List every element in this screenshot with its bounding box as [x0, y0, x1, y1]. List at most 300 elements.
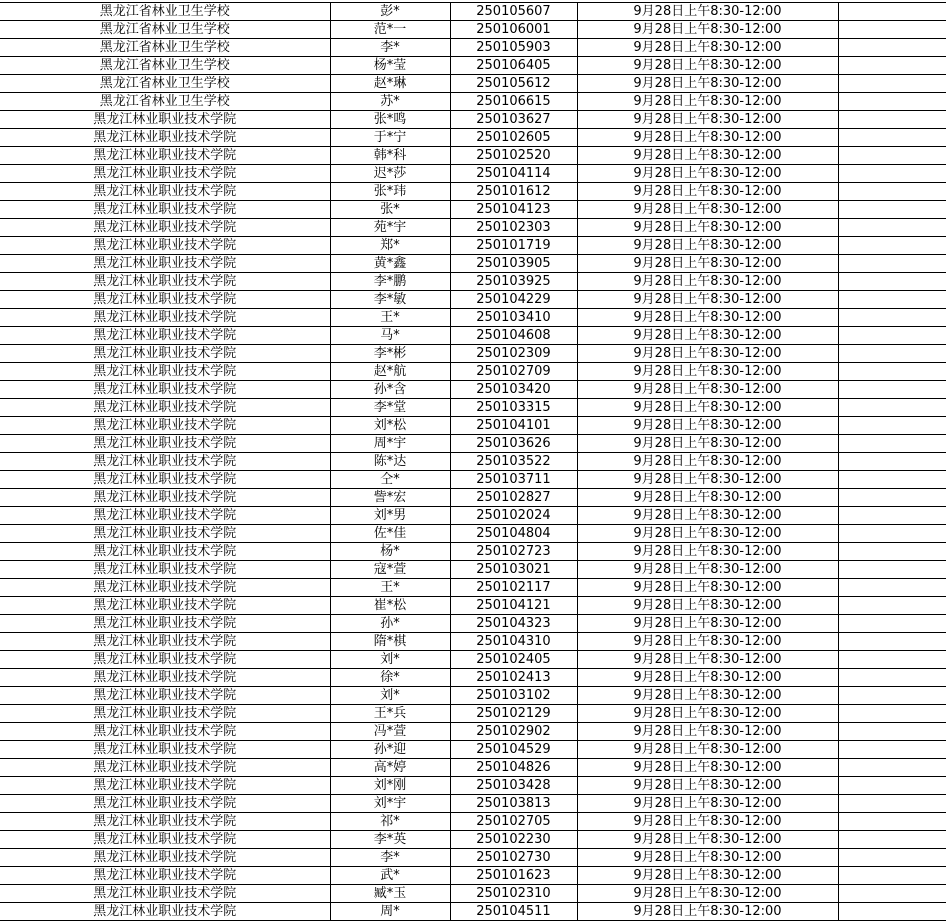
exam-time-cell[interactable]: 9月28日上午8:30-12:00 — [577, 687, 838, 705]
exam-time-cell[interactable]: 9月28日上午8:30-12:00 — [577, 363, 838, 381]
name-cell[interactable]: 李*敏 — [330, 291, 450, 309]
table-row — [0, 111, 946, 129]
empty-cell[interactable] — [838, 777, 946, 795]
empty-cell[interactable] — [838, 561, 946, 579]
table-row — [0, 561, 946, 579]
table-row — [0, 183, 946, 201]
name-cell[interactable]: 黄*鑫 — [330, 255, 450, 273]
exam-id-cell[interactable]: 250104310 — [450, 633, 577, 651]
name-cell[interactable]: 李*彬 — [330, 345, 450, 363]
table-row — [0, 633, 946, 651]
exam-id-cell[interactable]: 250101612 — [450, 183, 577, 201]
empty-cell[interactable] — [838, 201, 946, 219]
school-cell[interactable]: 黑龙江林业职业技术学院 — [0, 813, 330, 831]
empty-cell[interactable] — [838, 903, 946, 921]
table-row — [0, 885, 946, 903]
school-cell[interactable]: 黑龙江林业职业技术学院 — [0, 705, 330, 723]
exam-id-cell[interactable]: 250104608 — [450, 327, 577, 345]
name-cell[interactable]: 王* — [330, 309, 450, 327]
school-cell[interactable]: 黑龙江林业职业技术学院 — [0, 741, 330, 759]
table-row — [0, 75, 946, 93]
exam-time-cell[interactable]: 9月28日上午8:30-12:00 — [577, 291, 838, 309]
empty-cell[interactable] — [838, 129, 946, 147]
exam-time-cell[interactable]: 9月28日上午8:30-12:00 — [577, 525, 838, 543]
table-row — [0, 417, 946, 435]
table-row — [0, 507, 946, 525]
exam-time-cell[interactable]: 9月28日上午8:30-12:00 — [577, 345, 838, 363]
name-cell[interactable]: 苏* — [330, 93, 450, 111]
table-row — [0, 903, 946, 921]
exam-id-cell[interactable]: 250103627 — [450, 111, 577, 129]
name-cell[interactable]: 韩*科 — [330, 147, 450, 165]
table-row — [0, 309, 946, 327]
exam-time-cell[interactable]: 9月28日上午8:30-12:00 — [577, 129, 838, 147]
school-cell[interactable]: 黑龙江林业职业技术学院 — [0, 885, 330, 903]
school-cell[interactable]: 黑龙江省林业卫生学校 — [0, 21, 330, 39]
exam-time-cell[interactable]: 9月28日上午8:30-12:00 — [577, 669, 838, 687]
empty-cell[interactable] — [838, 255, 946, 273]
name-cell[interactable]: 周*宇 — [330, 435, 450, 453]
exam-id-cell[interactable]: 250102230 — [450, 831, 577, 849]
empty-cell[interactable] — [838, 651, 946, 669]
empty-cell[interactable] — [838, 471, 946, 489]
table-row — [0, 21, 946, 39]
exam-id-cell[interactable]: 250103813 — [450, 795, 577, 813]
name-cell[interactable]: 隋*棋 — [330, 633, 450, 651]
school-cell[interactable]: 黑龙江林业职业技术学院 — [0, 291, 330, 309]
empty-cell[interactable] — [838, 57, 946, 75]
school-cell[interactable]: 黑龙江林业职业技术学院 — [0, 489, 330, 507]
table-row — [0, 525, 946, 543]
empty-cell[interactable] — [838, 21, 946, 39]
table-row — [0, 381, 946, 399]
school-cell[interactable]: 黑龙江林业职业技术学院 — [0, 795, 330, 813]
exam-schedule-table — [0, 2, 946, 921]
table-row — [0, 651, 946, 669]
exam-time-cell[interactable]: 9月28日上午8:30-12:00 — [577, 147, 838, 165]
empty-cell[interactable] — [838, 309, 946, 327]
exam-id-cell[interactable]: 250102723 — [450, 543, 577, 561]
exam-time-cell[interactable]: 9月28日上午8:30-12:00 — [577, 399, 838, 417]
empty-cell[interactable] — [838, 237, 946, 255]
exam-id-cell[interactable]: 250105903 — [450, 39, 577, 57]
empty-cell[interactable] — [838, 399, 946, 417]
table-row — [0, 345, 946, 363]
empty-cell[interactable] — [838, 597, 946, 615]
name-cell[interactable]: 訾*宏 — [330, 489, 450, 507]
exam-id-cell[interactable]: 250102705 — [450, 813, 577, 831]
exam-id-cell[interactable]: 250104323 — [450, 615, 577, 633]
school-cell[interactable]: 黑龙江省林业卫生学校 — [0, 39, 330, 57]
school-cell[interactable]: 黑龙江林业职业技术学院 — [0, 597, 330, 615]
exam-id-cell[interactable]: 250104114 — [450, 165, 577, 183]
name-cell[interactable]: 周* — [330, 903, 450, 921]
exam-id-cell[interactable]: 250102902 — [450, 723, 577, 741]
exam-id-cell[interactable]: 250103711 — [450, 471, 577, 489]
school-cell[interactable]: 黑龙江林业职业技术学院 — [0, 651, 330, 669]
exam-id-cell[interactable]: 250102827 — [450, 489, 577, 507]
school-cell[interactable]: 黑龙江林业职业技术学院 — [0, 417, 330, 435]
table-row — [0, 273, 946, 291]
exam-id-cell[interactable]: 250104826 — [450, 759, 577, 777]
exam-time-cell[interactable]: 9月28日上午8:30-12:00 — [577, 633, 838, 651]
table-row — [0, 471, 946, 489]
school-cell[interactable]: 黑龙江省林业卫生学校 — [0, 93, 330, 111]
name-cell[interactable]: 王*兵 — [330, 705, 450, 723]
name-cell[interactable]: 李* — [330, 849, 450, 867]
school-cell[interactable]: 黑龙江林业职业技术学院 — [0, 129, 330, 147]
exam-time-cell[interactable]: 9月28日上午8:30-12:00 — [577, 741, 838, 759]
empty-cell[interactable] — [838, 219, 946, 237]
exam-time-cell[interactable]: 9月28日上午8:30-12:00 — [577, 849, 838, 867]
exam-id-cell[interactable]: 250103428 — [450, 777, 577, 795]
exam-time-cell[interactable]: 9月28日上午8:30-12:00 — [577, 651, 838, 669]
school-cell[interactable]: 黑龙江林业职业技术学院 — [0, 381, 330, 399]
empty-cell[interactable] — [838, 147, 946, 165]
table-row — [0, 543, 946, 561]
exam-id-cell[interactable]: 250103410 — [450, 309, 577, 327]
exam-id-cell[interactable]: 250106001 — [450, 21, 577, 39]
name-cell[interactable]: 李*英 — [330, 831, 450, 849]
empty-cell[interactable] — [838, 39, 946, 57]
empty-cell[interactable] — [838, 291, 946, 309]
name-cell[interactable]: 孙*含 — [330, 381, 450, 399]
exam-time-cell[interactable]: 9月28日上午8:30-12:00 — [577, 435, 838, 453]
name-cell[interactable]: 赵*琳 — [330, 75, 450, 93]
name-cell[interactable]: 杨* — [330, 543, 450, 561]
exam-time-cell[interactable]: 9月28日上午8:30-12:00 — [577, 831, 838, 849]
school-cell[interactable]: 黑龙江林业职业技术学院 — [0, 327, 330, 345]
exam-time-cell[interactable]: 9月28日上午8:30-12:00 — [577, 453, 838, 471]
empty-cell[interactable] — [838, 381, 946, 399]
table-row — [0, 759, 946, 777]
exam-time-cell[interactable]: 9月28日上午8:30-12:00 — [577, 579, 838, 597]
school-cell[interactable]: 黑龙江林业职业技术学院 — [0, 399, 330, 417]
table-row — [0, 93, 946, 111]
empty-cell[interactable] — [838, 669, 946, 687]
empty-cell[interactable] — [838, 345, 946, 363]
school-cell[interactable]: 黑龙江林业职业技术学院 — [0, 147, 330, 165]
empty-cell[interactable] — [838, 705, 946, 723]
name-cell[interactable]: 刘* — [330, 687, 450, 705]
exam-time-cell[interactable]: 9月28日上午8:30-12:00 — [577, 201, 838, 219]
exam-time-cell[interactable]: 9月28日上午8:30-12:00 — [577, 237, 838, 255]
name-cell[interactable]: 张* — [330, 201, 450, 219]
exam-time-cell[interactable]: 9月28日上午8:30-12:00 — [577, 381, 838, 399]
exam-time-cell[interactable]: 9月28日上午8:30-12:00 — [577, 507, 838, 525]
exam-time-cell[interactable]: 9月28日上午8:30-12:00 — [577, 327, 838, 345]
exam-id-cell[interactable]: 250102024 — [450, 507, 577, 525]
name-cell[interactable]: 武* — [330, 867, 450, 885]
school-cell[interactable]: 黑龙江林业职业技术学院 — [0, 903, 330, 921]
school-cell[interactable]: 黑龙江林业职业技术学院 — [0, 201, 330, 219]
name-cell[interactable]: 郑* — [330, 237, 450, 255]
empty-cell[interactable] — [838, 849, 946, 867]
empty-cell[interactable] — [838, 867, 946, 885]
name-cell[interactable]: 马* — [330, 327, 450, 345]
exam-id-cell[interactable]: 250102310 — [450, 885, 577, 903]
exam-time-cell[interactable]: 9月28日上午8:30-12:00 — [577, 885, 838, 903]
empty-cell[interactable] — [838, 723, 946, 741]
table-row — [0, 597, 946, 615]
name-cell[interactable]: 孙* — [330, 615, 450, 633]
name-cell[interactable]: 杨*莹 — [330, 57, 450, 75]
exam-time-cell[interactable]: 9月28日上午8:30-12:00 — [577, 759, 838, 777]
exam-time-cell[interactable]: 9月28日上午8:30-12:00 — [577, 75, 838, 93]
table-row — [0, 849, 946, 867]
name-cell[interactable]: 刘*刚 — [330, 777, 450, 795]
exam-id-cell[interactable]: 250104511 — [450, 903, 577, 921]
table-row — [0, 165, 946, 183]
name-cell[interactable]: 刘*松 — [330, 417, 450, 435]
school-cell[interactable]: 黑龙江林业职业技术学院 — [0, 471, 330, 489]
exam-id-cell[interactable]: 250104101 — [450, 417, 577, 435]
empty-cell[interactable] — [838, 3, 946, 21]
school-cell[interactable]: 黑龙江林业职业技术学院 — [0, 849, 330, 867]
spreadsheet — [0, 2, 946, 921]
exam-id-cell[interactable]: 250106405 — [450, 57, 577, 75]
exam-time-cell[interactable]: 9月28日上午8:30-12:00 — [577, 543, 838, 561]
school-cell[interactable]: 黑龙江林业职业技术学院 — [0, 309, 330, 327]
exam-id-cell[interactable]: 250102605 — [450, 129, 577, 147]
table-row — [0, 219, 946, 237]
school-cell[interactable]: 黑龙江林业职业技术学院 — [0, 543, 330, 561]
name-cell[interactable]: 李* — [330, 39, 450, 57]
table-row — [0, 741, 946, 759]
exam-time-cell[interactable]: 9月28日上午8:30-12:00 — [577, 219, 838, 237]
table-row — [0, 579, 946, 597]
table-row — [0, 39, 946, 57]
school-cell[interactable]: 黑龙江省林业卫生学校 — [0, 75, 330, 93]
empty-cell[interactable] — [838, 741, 946, 759]
exam-id-cell[interactable]: 250104229 — [450, 291, 577, 309]
exam-time-cell[interactable]: 9月28日上午8:30-12:00 — [577, 615, 838, 633]
name-cell[interactable]: 臧*玉 — [330, 885, 450, 903]
name-cell[interactable]: 迟*莎 — [330, 165, 450, 183]
school-cell[interactable]: 黑龙江林业职业技术学院 — [0, 687, 330, 705]
school-cell[interactable]: 黑龙江林业职业技术学院 — [0, 867, 330, 885]
school-cell[interactable]: 黑龙江林业职业技术学院 — [0, 507, 330, 525]
exam-id-cell[interactable]: 250102709 — [450, 363, 577, 381]
empty-cell[interactable] — [838, 327, 946, 345]
table-row — [0, 147, 946, 165]
school-cell[interactable]: 黑龙江林业职业技术学院 — [0, 561, 330, 579]
exam-time-cell[interactable]: 9月28日上午8:30-12:00 — [577, 57, 838, 75]
exam-time-cell[interactable]: 9月28日上午8:30-12:00 — [577, 93, 838, 111]
empty-cell[interactable] — [838, 885, 946, 903]
table-row — [0, 237, 946, 255]
name-cell[interactable]: 冯*萱 — [330, 723, 450, 741]
name-cell[interactable]: 祁* — [330, 813, 450, 831]
exam-id-cell[interactable]: 250105607 — [450, 3, 577, 21]
school-cell[interactable]: 黑龙江林业职业技术学院 — [0, 777, 330, 795]
school-cell[interactable]: 黑龙江林业职业技术学院 — [0, 219, 330, 237]
exam-time-cell[interactable]: 9月28日上午8:30-12:00 — [577, 471, 838, 489]
empty-cell[interactable] — [838, 453, 946, 471]
empty-cell[interactable] — [838, 687, 946, 705]
school-cell[interactable]: 黑龙江林业职业技术学院 — [0, 345, 330, 363]
exam-id-cell[interactable]: 250103021 — [450, 561, 577, 579]
name-cell[interactable]: 李*堂 — [330, 399, 450, 417]
school-cell[interactable]: 黑龙江林业职业技术学院 — [0, 525, 330, 543]
exam-id-cell[interactable]: 250106615 — [450, 93, 577, 111]
school-cell[interactable]: 黑龙江林业职业技术学院 — [0, 255, 330, 273]
name-cell[interactable]: 王* — [330, 579, 450, 597]
school-cell[interactable]: 黑龙江林业职业技术学院 — [0, 579, 330, 597]
exam-id-cell[interactable]: 250104529 — [450, 741, 577, 759]
empty-cell[interactable] — [838, 183, 946, 201]
empty-cell[interactable] — [838, 111, 946, 129]
table-row — [0, 291, 946, 309]
exam-time-cell[interactable]: 9月28日上午8:30-12:00 — [577, 561, 838, 579]
school-cell[interactable]: 黑龙江林业职业技术学院 — [0, 363, 330, 381]
empty-cell[interactable] — [838, 831, 946, 849]
empty-cell[interactable] — [838, 273, 946, 291]
exam-id-cell[interactable]: 250101623 — [450, 867, 577, 885]
empty-cell[interactable] — [838, 93, 946, 111]
empty-cell[interactable] — [838, 165, 946, 183]
exam-time-cell[interactable]: 9月28日上午8:30-12:00 — [577, 705, 838, 723]
exam-id-cell[interactable]: 250103925 — [450, 273, 577, 291]
school-cell[interactable]: 黑龙江林业职业技术学院 — [0, 183, 330, 201]
school-cell[interactable]: 黑龙江林业职业技术学院 — [0, 435, 330, 453]
exam-id-cell[interactable]: 250103522 — [450, 453, 577, 471]
exam-id-cell[interactable]: 250102413 — [450, 669, 577, 687]
exam-time-cell[interactable]: 9月28日上午8:30-12:00 — [577, 309, 838, 327]
name-cell[interactable]: 崔*松 — [330, 597, 450, 615]
empty-cell[interactable] — [838, 579, 946, 597]
exam-time-cell[interactable]: 9月28日上午8:30-12:00 — [577, 165, 838, 183]
exam-id-cell[interactable]: 250101719 — [450, 237, 577, 255]
school-cell[interactable]: 黑龙江林业职业技术学院 — [0, 615, 330, 633]
school-cell[interactable]: 黑龙江省林业卫生学校 — [0, 57, 330, 75]
name-cell[interactable]: 佐*佳 — [330, 525, 450, 543]
table-row — [0, 57, 946, 75]
empty-cell[interactable] — [838, 795, 946, 813]
exam-id-cell[interactable]: 250105612 — [450, 75, 577, 93]
exam-id-cell[interactable]: 250102405 — [450, 651, 577, 669]
school-cell[interactable]: 黑龙江省林业卫生学校 — [0, 3, 330, 21]
table-row — [0, 795, 946, 813]
empty-cell[interactable] — [838, 75, 946, 93]
exam-id-cell[interactable]: 250104123 — [450, 201, 577, 219]
name-cell[interactable]: 张*鸣 — [330, 111, 450, 129]
table-row — [0, 201, 946, 219]
exam-time-cell[interactable]: 9月28日上午8:30-12:00 — [577, 489, 838, 507]
exam-id-cell[interactable]: 250103905 — [450, 255, 577, 273]
name-cell[interactable]: 彭* — [330, 3, 450, 21]
table-row — [0, 831, 946, 849]
table-row — [0, 813, 946, 831]
table-row — [0, 327, 946, 345]
name-cell[interactable]: 范*一 — [330, 21, 450, 39]
exam-time-cell[interactable]: 9月28日上午8:30-12:00 — [577, 417, 838, 435]
exam-id-cell[interactable]: 250102730 — [450, 849, 577, 867]
exam-id-cell[interactable]: 250102309 — [450, 345, 577, 363]
exam-time-cell[interactable]: 9月28日上午8:30-12:00 — [577, 777, 838, 795]
school-cell[interactable]: 黑龙江林业职业技术学院 — [0, 237, 330, 255]
exam-time-cell[interactable]: 9月28日上午8:30-12:00 — [577, 3, 838, 21]
exam-time-cell[interactable]: 9月28日上午8:30-12:00 — [577, 21, 838, 39]
school-cell[interactable]: 黑龙江林业职业技术学院 — [0, 165, 330, 183]
exam-time-cell[interactable]: 9月28日上午8:30-12:00 — [577, 867, 838, 885]
empty-cell[interactable] — [838, 633, 946, 651]
exam-time-cell[interactable]: 9月28日上午8:30-12:00 — [577, 597, 838, 615]
exam-id-cell[interactable]: 250104804 — [450, 525, 577, 543]
name-cell[interactable]: 李*鹏 — [330, 273, 450, 291]
empty-cell[interactable] — [838, 759, 946, 777]
name-cell[interactable]: 寇*萱 — [330, 561, 450, 579]
school-cell[interactable]: 黑龙江林业职业技术学院 — [0, 273, 330, 291]
table-row — [0, 399, 946, 417]
name-cell[interactable]: 高*婷 — [330, 759, 450, 777]
school-cell[interactable]: 黑龙江林业职业技术学院 — [0, 759, 330, 777]
empty-cell[interactable] — [838, 435, 946, 453]
exam-time-cell[interactable]: 9月28日上午8:30-12:00 — [577, 723, 838, 741]
name-cell[interactable]: 于*宁 — [330, 129, 450, 147]
exam-time-cell[interactable]: 9月28日上午8:30-12:00 — [577, 903, 838, 921]
exam-id-cell[interactable]: 250102520 — [450, 147, 577, 165]
exam-id-cell[interactable]: 250104121 — [450, 597, 577, 615]
exam-id-cell[interactable]: 250103420 — [450, 381, 577, 399]
empty-cell[interactable] — [838, 543, 946, 561]
name-cell[interactable]: 陈*达 — [330, 453, 450, 471]
empty-cell[interactable] — [838, 507, 946, 525]
empty-cell[interactable] — [838, 813, 946, 831]
exam-time-cell[interactable]: 9月28日上午8:30-12:00 — [577, 111, 838, 129]
name-cell[interactable]: 刘*男 — [330, 507, 450, 525]
name-cell[interactable]: 赵*航 — [330, 363, 450, 381]
table-row — [0, 255, 946, 273]
school-cell[interactable]: 黑龙江林业职业技术学院 — [0, 633, 330, 651]
table-row — [0, 363, 946, 381]
table-row — [0, 615, 946, 633]
name-cell[interactable]: 张*玮 — [330, 183, 450, 201]
exam-id-cell[interactable]: 250102129 — [450, 705, 577, 723]
empty-cell[interactable] — [838, 615, 946, 633]
school-cell[interactable]: 黑龙江林业职业技术学院 — [0, 669, 330, 687]
exam-id-cell[interactable]: 250103315 — [450, 399, 577, 417]
name-cell[interactable]: 苑*宇 — [330, 219, 450, 237]
exam-time-cell[interactable]: 9月28日上午8:30-12:00 — [577, 255, 838, 273]
exam-time-cell[interactable]: 9月28日上午8:30-12:00 — [577, 273, 838, 291]
table-row — [0, 435, 946, 453]
exam-time-cell[interactable]: 9月28日上午8:30-12:00 — [577, 795, 838, 813]
empty-cell[interactable] — [838, 489, 946, 507]
name-cell[interactable]: 孙*迎 — [330, 741, 450, 759]
name-cell[interactable]: 刘*宇 — [330, 795, 450, 813]
table-row — [0, 867, 946, 885]
exam-id-cell[interactable]: 250103626 — [450, 435, 577, 453]
empty-cell[interactable] — [838, 417, 946, 435]
school-cell[interactable]: 黑龙江林业职业技术学院 — [0, 831, 330, 849]
school-cell[interactable]: 黑龙江林业职业技术学院 — [0, 723, 330, 741]
school-cell[interactable]: 黑龙江林业职业技术学院 — [0, 453, 330, 471]
name-cell[interactable]: 徐* — [330, 669, 450, 687]
exam-id-cell[interactable]: 250102303 — [450, 219, 577, 237]
exam-id-cell[interactable]: 250103102 — [450, 687, 577, 705]
name-cell[interactable]: 仝* — [330, 471, 450, 489]
school-cell[interactable]: 黑龙江林业职业技术学院 — [0, 111, 330, 129]
exam-time-cell[interactable]: 9月28日上午8:30-12:00 — [577, 39, 838, 57]
name-cell[interactable]: 刘* — [330, 651, 450, 669]
empty-cell[interactable] — [838, 363, 946, 381]
exam-id-cell[interactable]: 250102117 — [450, 579, 577, 597]
table-row — [0, 669, 946, 687]
exam-time-cell[interactable]: 9月28日上午8:30-12:00 — [577, 183, 838, 201]
empty-cell[interactable] — [838, 525, 946, 543]
exam-time-cell[interactable]: 9月28日上午8:30-12:00 — [577, 813, 838, 831]
